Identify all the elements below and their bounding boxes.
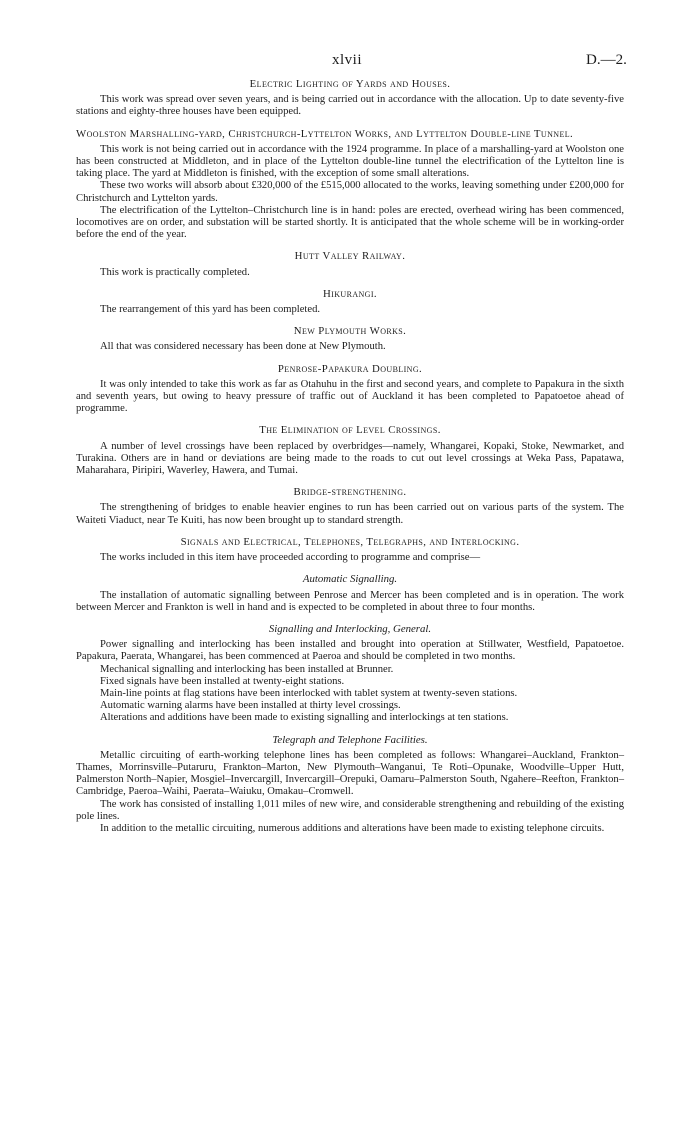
list-item: Main-line points at flag stations have been interlocked with tablet system at twenty-seven stations. xyxy=(100,687,518,699)
paragraph: This work is practically completed. xyxy=(100,266,250,278)
paragraph: All that was considered necessary has been done at New Plymouth. xyxy=(100,341,386,353)
paragraph: These two works will absorb about £320,000 of the £515,000 allocated to the works, leaving something under £200,000 for Christchurch and Lyttelton yards. xyxy=(76,180,624,204)
paragraph: Power signalling and interlocking has been installed and brought into operation at Stillwater, Westfield, Papatoetoe. Papakura, Paerata, Whangarei, has been commenced at Paeroa and should be completed in two months. xyxy=(76,639,624,663)
section-heading: Hikurangi. xyxy=(322,287,378,300)
subsection-heading: Signalling and Interlocking, General. xyxy=(268,622,432,635)
paragraph: It was only intended to take this work as far as Otahuhu in the first and second years, and complete to Papakura in the sixth and seventh years, but owing to heavy pressure of traffic out of Auckland it has been completed to Papatoetoe ahead of programme. xyxy=(76,378,624,415)
paragraph: This work is not being carried out in accordance with the 1924 programme. In place of a marshalling-yard at Woolston one has been constructed at Middleton, and in place of the Lyttelton double-line tunnel the electrification of the Lyttelton line is taking place. The yard at Middleton is finished, with the exception of some small alterations. xyxy=(76,143,624,180)
section-heading: Penrose-Papakura Doubling. xyxy=(277,362,423,375)
paragraph: The rearrangement of this yard has been completed. xyxy=(100,304,321,316)
section-heading: Hutt Valley Railway. xyxy=(294,250,406,263)
page-number: xlvii xyxy=(332,52,363,68)
subsection-heading: Telegraph and Telephone Facilities. xyxy=(272,733,428,746)
subsection-heading: Automatic Signalling. xyxy=(302,573,398,586)
page-header xyxy=(0,52,700,72)
section-heading: New Plymouth Works. xyxy=(293,325,407,338)
document-reference: D.—2. xyxy=(586,52,627,68)
section-heading: The Elimination of Level Crossings. xyxy=(259,424,441,437)
section-heading: Electric Lighting of Yards and Houses. xyxy=(249,78,451,90)
list-item: Fixed signals have been installed at twenty-eight stations. xyxy=(100,675,345,687)
paragraph: Metallic circuiting of earth-working telephone lines has been completed as follows: Whangarei–Auckland, Frankton–Thames, Morrinsville–Putaruru, Frankton–Marton, New Plymouth–Wanganui, Te Roti–Opunake, Woodville–Upper Hutt, Palmerston North–Napier, Mosgiel–Invercargill, Invercargill–Orepuki, Oamaru–Palmerston South, Ngahere–Reefton, Frankton–Cambridge, Paeroa–Waihi, Paerata–Waiuku, Omakau–Cromwell. xyxy=(76,749,624,798)
section-heading: Signals and Electrical, Telephones, Telegraphs, and Interlocking. xyxy=(180,535,520,548)
section-heading: Bridge-strengthening. xyxy=(293,486,407,499)
paragraph: The installation of automatic signalling between Penrose and Mercer has been completed and is in operation. The work between Mercer and Frankton is well in hand and is expected to be completed in about three to four months. xyxy=(76,589,624,613)
list-item: Alterations and additions have been made to existing signalling and interlockings at ten stations. xyxy=(100,712,509,724)
report-body xyxy=(76,76,624,835)
paragraph: The works included in this item have proceeded according to programme and comprise— xyxy=(100,552,481,564)
section-heading: Woolston Marshalling-yard, Christchurch-Lyttelton Works, and Lyttelton Double-line Tunnel. xyxy=(76,127,574,140)
paragraph: A number of level crossings have been replaced by overbridges—namely, Whangarei, Kopaki, Stoke, Newmarket, and Turakina. Others are in hand or deviations are being made to the roads to cut out level crossings at Weka Pass, Papatawa, Maharahara, Piripiri, Waverley, Hawera, and Tumai. xyxy=(76,440,624,477)
paragraph: In addition to the metallic circuiting, numerous additions and alterations have been made to existing telephone circuits. xyxy=(100,822,605,834)
list-item: Automatic warning alarms have been installed at thirty level crossings. xyxy=(100,700,401,712)
list-item: Mechanical signalling and interlocking has been installed at Brunner. xyxy=(100,663,394,675)
paragraph: This work was spread over seven years, and is being carried out in accordance with the allocation. Up to date seventy-five stations and eighty-three houses have been equipped. xyxy=(76,94,624,118)
paragraph: The strengthening of bridges to enable heavier engines to run has been carried out on various parts of the system. The Waiteti Viaduct, near Te Kuiti, has now been brought up to standard strength. xyxy=(76,502,624,526)
paragraph: The electrification of the Lyttelton–Christchurch line is in hand: poles are erected, overhead wiring has been commenced, locomotives are on order, and substation will be started shortly. It is anticipated that the whole scheme will be in working-order before the end of the year. xyxy=(76,204,624,241)
paragraph: The work has consisted of installing 1,011 miles of new wire, and considerable strengthening and rebuilding of the existing pole lines. xyxy=(76,798,624,822)
